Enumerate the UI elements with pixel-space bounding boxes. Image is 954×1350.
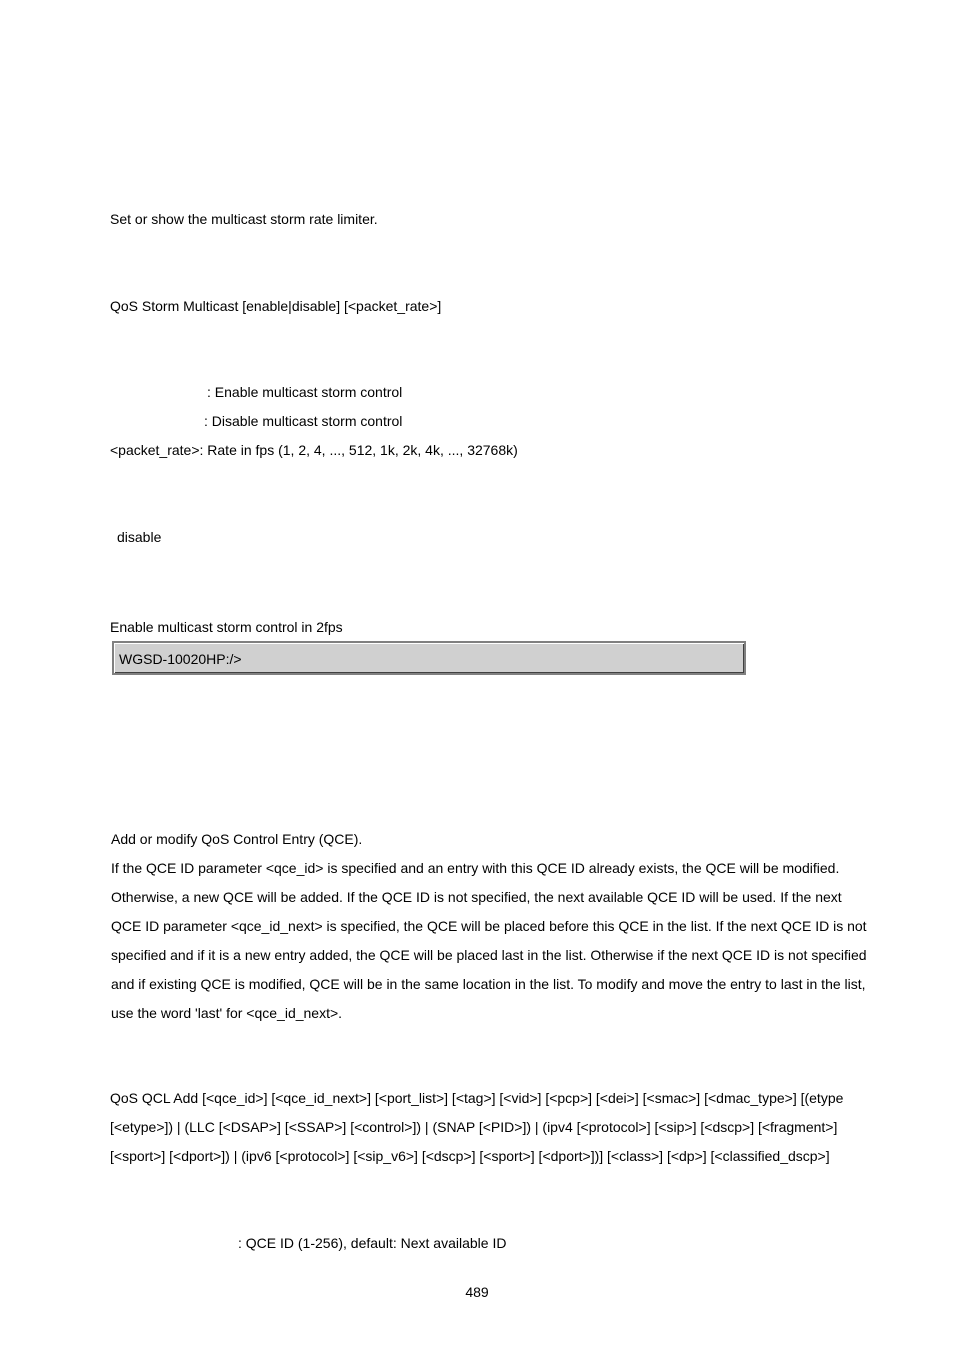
default-value: disable [117,529,162,545]
qcl-syntax-line: QoS QCL Add [<qce_id>] [<qce_id_next>] [<port_list>] [<tag>] [<vid>] [<pcp>] [<dei>] [<smac>] [<dmac_type>] [(etype [110,1090,844,1106]
param-enable-desc: : Enable multicast storm control [207,384,403,400]
storm-syntax: QoS Storm Multicast [enable|disable] [<packet_rate>] [110,298,442,314]
qcl-description-line: and if existing QCE is modified, QCE will be in the same location in the list. To modify and move the entry to last in the list, [111,976,866,992]
qcl-syntax [110,1084,890,1171]
page-number: 489 [465,1284,489,1300]
qcl-syntax-line: [<etype>]) | (LLC [<DSAP>] [<SSAP>] [<control>]) | (SNAP [<PID>]) | (ipv4 [<protocol>] [<sip>] [<dscp>] [<fragment>] [110,1119,838,1135]
qcl-description-line: If the QCE ID parameter <qce_id> is specified and an entry with this QCE ID already exists, the QCE will be modified. [111,860,840,876]
param-qce-id-desc: : QCE ID (1-256), default: Next available ID [238,1235,507,1251]
example-command-box [112,641,746,675]
storm-description: Set or show the multicast storm rate limiter. [110,211,378,227]
param-packet-rate: <packet_rate>: Rate in fps (1, 2, 4, ..., 512, 1k, 2k, 4k, ..., 32768k) [110,442,518,458]
example-command-prompt: WGSD-10020HP:/> [119,651,242,667]
qcl-description-line: specified and if it is a new entry added, the QCE will be placed last in the list. Otherwise if the next QCE ID is not specified [111,947,867,963]
qcl-description-line: Add or modify QoS Control Entry (QCE). [111,831,363,847]
qcl-description-line: QCE ID parameter <qce_id_next> is specified, the QCE will be placed before this QCE in the list. If the next QCE ID is not [111,918,867,934]
example-description: Enable multicast storm control in 2fps [110,619,343,635]
qcl-description [111,825,891,1028]
param-disable-desc: : Disable multicast storm control [204,413,403,429]
qcl-syntax-line: [<sport>] [<dport>]) | (ipv6 [<protocol>] [<sip_v6>] [<dscp>] [<sport>] [<dport>])] [<class>] [<dp>] [<classified_dscp>] [110,1148,830,1164]
qcl-description-line: use the word 'last' for <qce_id_next>. [111,1005,343,1021]
qcl-description-line: Otherwise, a new QCE will be added. If the QCE ID is not specified, the next available QCE ID will be used. If the next [111,889,842,905]
